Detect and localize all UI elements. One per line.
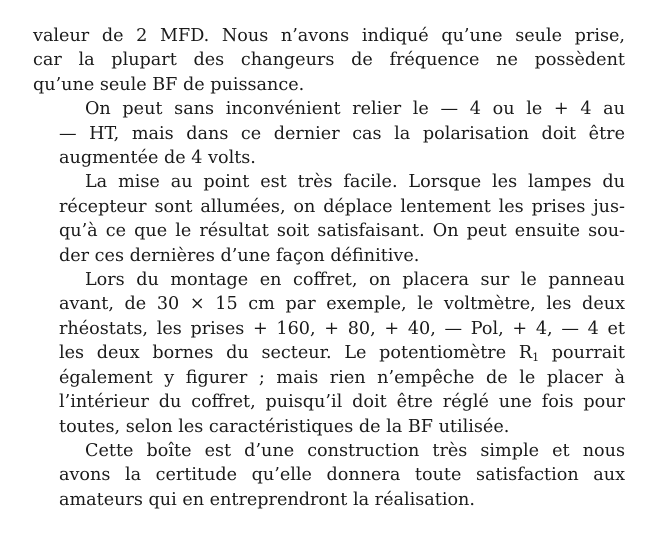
text-line: La mise au point est très facile. Lorsque les lampes du	[85, 172, 625, 193]
text-fragment: pourrait	[539, 343, 625, 364]
paragraph-3	[33, 170, 625, 268]
text-fragment: les deux bornes du secteur. Le potentiomètre R	[59, 343, 533, 364]
text-line: l’intérieur du coffret, puisqu’il doit être réglé une fois pour	[59, 392, 625, 413]
paragraph-1	[33, 24, 625, 97]
text-line: der ces dernières d’une façon définitive.	[59, 245, 420, 266]
body-text	[33, 24, 625, 512]
text-line: valeur de 2 MFD. Nous n’avons indiqué qu’une seule prise,	[33, 26, 625, 46]
paragraph-2	[33, 97, 625, 170]
text-line: Lors du montage en coffret, on placera sur le panneau	[85, 270, 625, 291]
text-line: — HT, mais dans ce dernier cas la polarisation doit être	[59, 123, 625, 144]
text-line: avons la certitude qu’elle donnera toute satisfaction aux	[59, 465, 625, 486]
text-line: amateurs qui en entreprendront la réalisation.	[59, 489, 475, 510]
paragraph-5	[33, 439, 625, 512]
text-line: qu’une seule BF de puissance.	[33, 74, 305, 95]
text-line: augmentée de 4 volts.	[59, 148, 256, 169]
paragraph-4	[33, 268, 625, 439]
text-line: rhéostats, les prises + 160, + 80, + 40, — Pol, + 4, — 4 et	[59, 318, 625, 339]
text-line: également y figurer ; mais rien n’empêche de le placer à	[59, 367, 625, 388]
text-line: On peut sans inconvénient relier le — 4 ou le + 4 au	[85, 99, 625, 120]
text-line-with-subscript	[33, 341, 625, 365]
text-line: récepteur sont allumées, on déplace lentement les prises jus-	[59, 196, 625, 217]
subscript: 1	[532, 351, 540, 365]
text-line: Cette boîte est d’une construction très simple et nous	[85, 440, 625, 461]
text-line: qu’à ce que le résultat soit satisfaisant. On peut ensuite sou-	[59, 221, 625, 242]
text-line: car la plupart des changeurs de fréquence ne possèdent	[33, 50, 625, 71]
text-line: avant, de 30 × 15 cm par exemple, le voltmètre, les deux	[59, 294, 625, 315]
text-line: toutes, selon les caractéristiques de la BF utilisée.	[59, 416, 510, 437]
